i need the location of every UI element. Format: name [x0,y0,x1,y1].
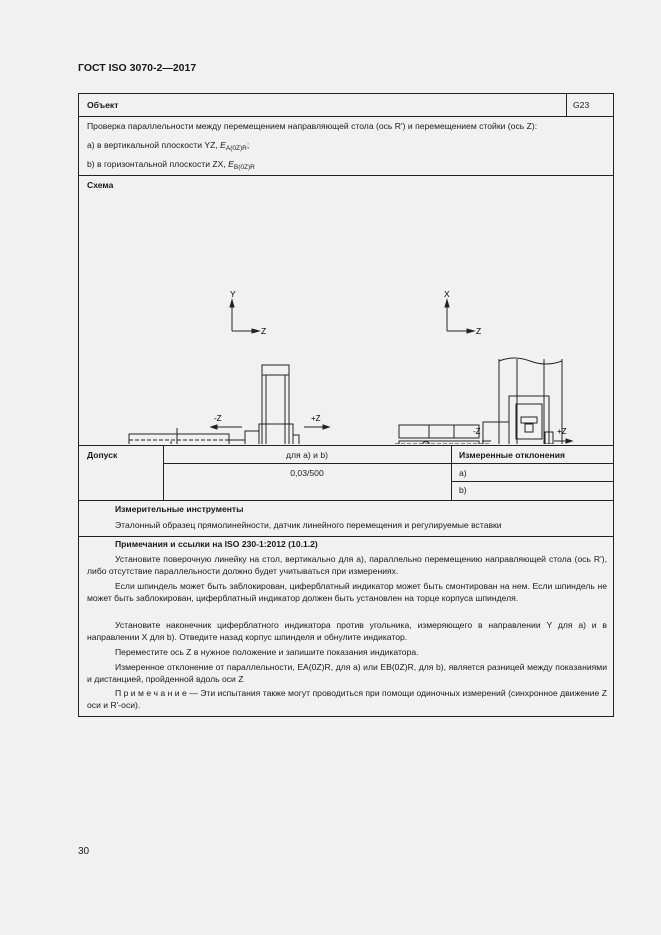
rule [451,445,452,500]
fig-a-axis-h: Z [261,326,267,336]
test-code: G23 [573,100,590,110]
test-card-table [78,93,614,717]
fig-b-axis-h: Z [476,326,482,336]
scheme-label: Схема [87,180,114,190]
fig-a-axis-v: Y [230,289,236,299]
rule [163,463,613,464]
object-item-b: b) в горизонтальной плоскости ZX, $E_{B(0Z)R}$ [87,159,255,171]
fig-b-axis-v: X [444,289,450,299]
rule [79,116,613,117]
note-paragraph-1: Установите поверочную линейку на стол, вертикально для а), параллельно перемещению направляющей стола (ось R'), либо отсутствие параллельности должно будет учитываться при измерениях. [87,554,607,576]
page-number: 30 [78,846,90,857]
rule [451,481,613,482]
note-paragraph-5: Измеренное отклонение от параллельности, EA(0Z)R, для а) или EB(0Z)R, для b), является разницей между показаниями и дистанцией, пройденной вдоль оси Z [87,662,607,684]
tolerance-column-header: для а) и b) [286,450,328,460]
fig-a-minus-z: -Z [214,414,222,423]
object-label: Объект [87,100,119,110]
fig-b-minus-z: -Z [473,427,481,436]
scheme-figures [79,179,615,444]
rule [566,94,567,116]
rule [79,500,613,501]
note-paragraph-4: Переместите ось Z в нужное положение и запишите показания индикатора. [115,647,419,657]
rule [79,175,613,176]
note-paragraph-2: Если шпиндель может быть заблокирован, циферблатный индикатор может быть смонтирован на нем. Если шпиндель не может быть заблокирован, циферблатный индикатор должен быть установлен на торце корпуса шпинделя. [87,581,607,603]
note-text: — Эти испытания также могут проводиться при помощи одиночных измерений (синхронное движение Z оси и R'-оси). [87,688,607,710]
note-paragraph-3: Установите наконечник циферблатного индикатора против угольника, измеряющего в направлении Y для а) и в направлении X для b). Отведите назад корпус шпинделя и обнулите индикатор. [87,620,607,642]
measured-a: a) [459,468,467,478]
instruments-label: Измерительные инструменты [115,504,244,514]
rule [79,445,613,446]
object-description: Проверка параллельности между перемещением направляющей стола (ось R') и перемещением стойки (ось Z): [87,121,538,131]
object-item-a: а) в вертикальной плоскости YZ, $E_{A(0Z)R}$; [87,140,250,152]
note-paragraph-6 [87,687,607,711]
document-header: ГОСТ ISO 3070-2—2017 [78,62,197,74]
note-lead: П р и м е ч а н и е [115,688,187,698]
tolerance-label: Допуск [87,450,118,460]
instruments-text: Эталонный образец прямолинейности, датчик линейного перемещения и регулируемые вставки [115,520,502,530]
fig-a-plus-z: +Z [311,414,321,423]
notes-label: Примечания и ссылки на ISO 230-1:2012 (10.1.2) [115,539,318,549]
measured-deviations-header: Измеренные отклонения [459,450,565,460]
fig-b-plus-z: +Z [557,427,567,436]
rule [79,536,613,537]
measured-b: b) [459,485,467,495]
tolerance-value: 0,03/500 [290,468,324,478]
